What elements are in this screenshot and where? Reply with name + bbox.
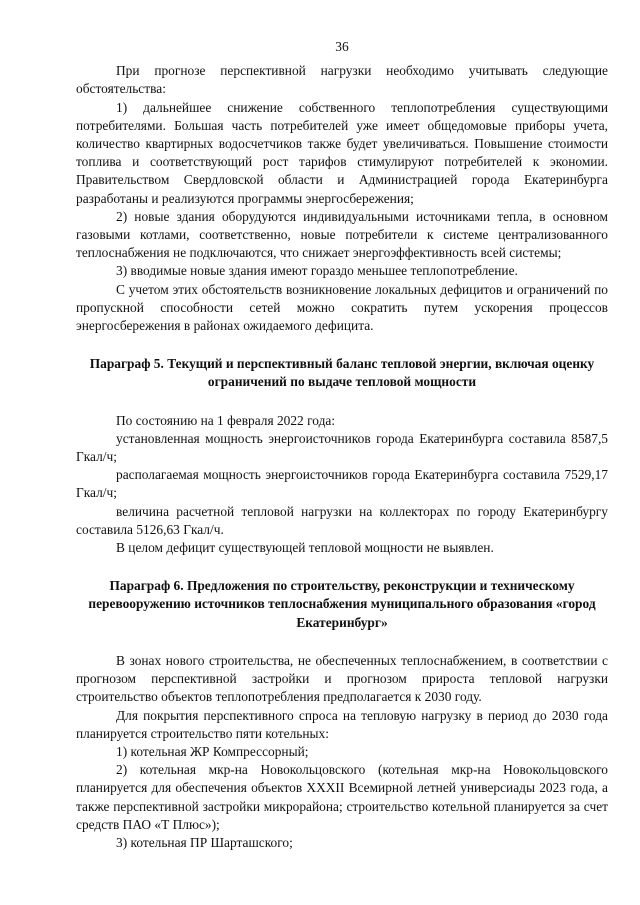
list-item: 2) котельная мкр-на Новокольцовского (котельная мкр-на Новокольцовского планируется для обеспечения объектов XXXII Всемирной летней универсиады 2023 года, а также перспективной застройки микрорайона; строительство котельной планируется за счет средств ПАО «Т Плюс»); [76,762,608,832]
body-paragraph: С учетом этих обстоятельств возникновение локальных дефицитов и ограничений по пропускной способности сетей можно сократить путем ускорения процессов энергосбережения в районах ожидаемого дефицита. [76,281,608,334]
section-heading-paragraph-6: Параграф 6. Предложения по строительству, реконструкции и техническому перевооружению источников теплоснабжения муниципального образования «город Екатеринбург» [88,578,596,630]
document-page [76,38,608,852]
spacer [76,392,608,412]
body-paragraph: 2) новые здания оборудуются индивидуальными источниками тепла, в основном газовыми котлами, соответственно, новые потребители к системе централизованного теплоснабжения не подключаются, что снижает энергоэффективность всей системы; [76,208,608,261]
body-paragraph: величина расчетной тепловой нагрузки на коллекторах по городу Екатеринбургу составила 5126,63 Гкал/ч. [76,503,608,537]
body-paragraph: располагаемая мощность энергоисточников города Екатеринбурга составила 7529,17 Гкал/ч; [76,467,608,501]
spacer [76,632,608,652]
list-item: 1) котельная ЖР Компрессорный; [116,743,309,759]
spacer [76,335,608,355]
body-paragraph: При прогнозе перспективной нагрузки необходимо учитывать следующие обстоятельства: [76,63,608,97]
body-paragraph: По состоянию на 1 февраля 2022 года: [116,412,336,428]
body-paragraph: В целом дефицит существующей тепловой мощности не выявлен. [116,540,494,556]
body-paragraph: Для покрытия перспективного спроса на тепловую нагрузку в период до 2030 года планируется строительство пяти котельных: [76,707,608,741]
spacer [76,557,608,577]
list-item: 3) котельная ПР Шарташского; [116,834,293,850]
page-number: 36 [335,39,349,54]
section-heading-paragraph-5: Параграф 5. Текущий и перспективный баланс тепловой энергии, включая оценку ограничений по выдаче тепловой мощности [89,356,595,390]
body-paragraph: 3) вводимые новые здания имеют гораздо меньшее теплопотребление. [116,263,518,279]
body-paragraph: установленная мощность энергоисточников города Екатеринбурга составила 8587,5 Гкал/ч; [76,430,608,465]
body-paragraph: В зонах нового строительства, не обеспеченных теплоснабжением, в соответствии с прогнозом перспективной застройки и прогнозом прироста тепловой нагрузки строительство объектов теплопотребления предполагается к 2030 году. [76,652,608,705]
body-paragraph: 1) дальнейшее снижение собственного теплопотребления существующими потребителями. Большая часть потребителей уже имеет общедомовые приборы учета, количество квартирных водосчетчиков также будет увеличиваться. Повышение стоимости топлива и соответствующий рост тарифов стимулируют потребителей к экономии. Правительством Свердловской области и Администрацией города Екатеринбурга разработаны и реализуются программы энергосбережения; [76,99,608,206]
